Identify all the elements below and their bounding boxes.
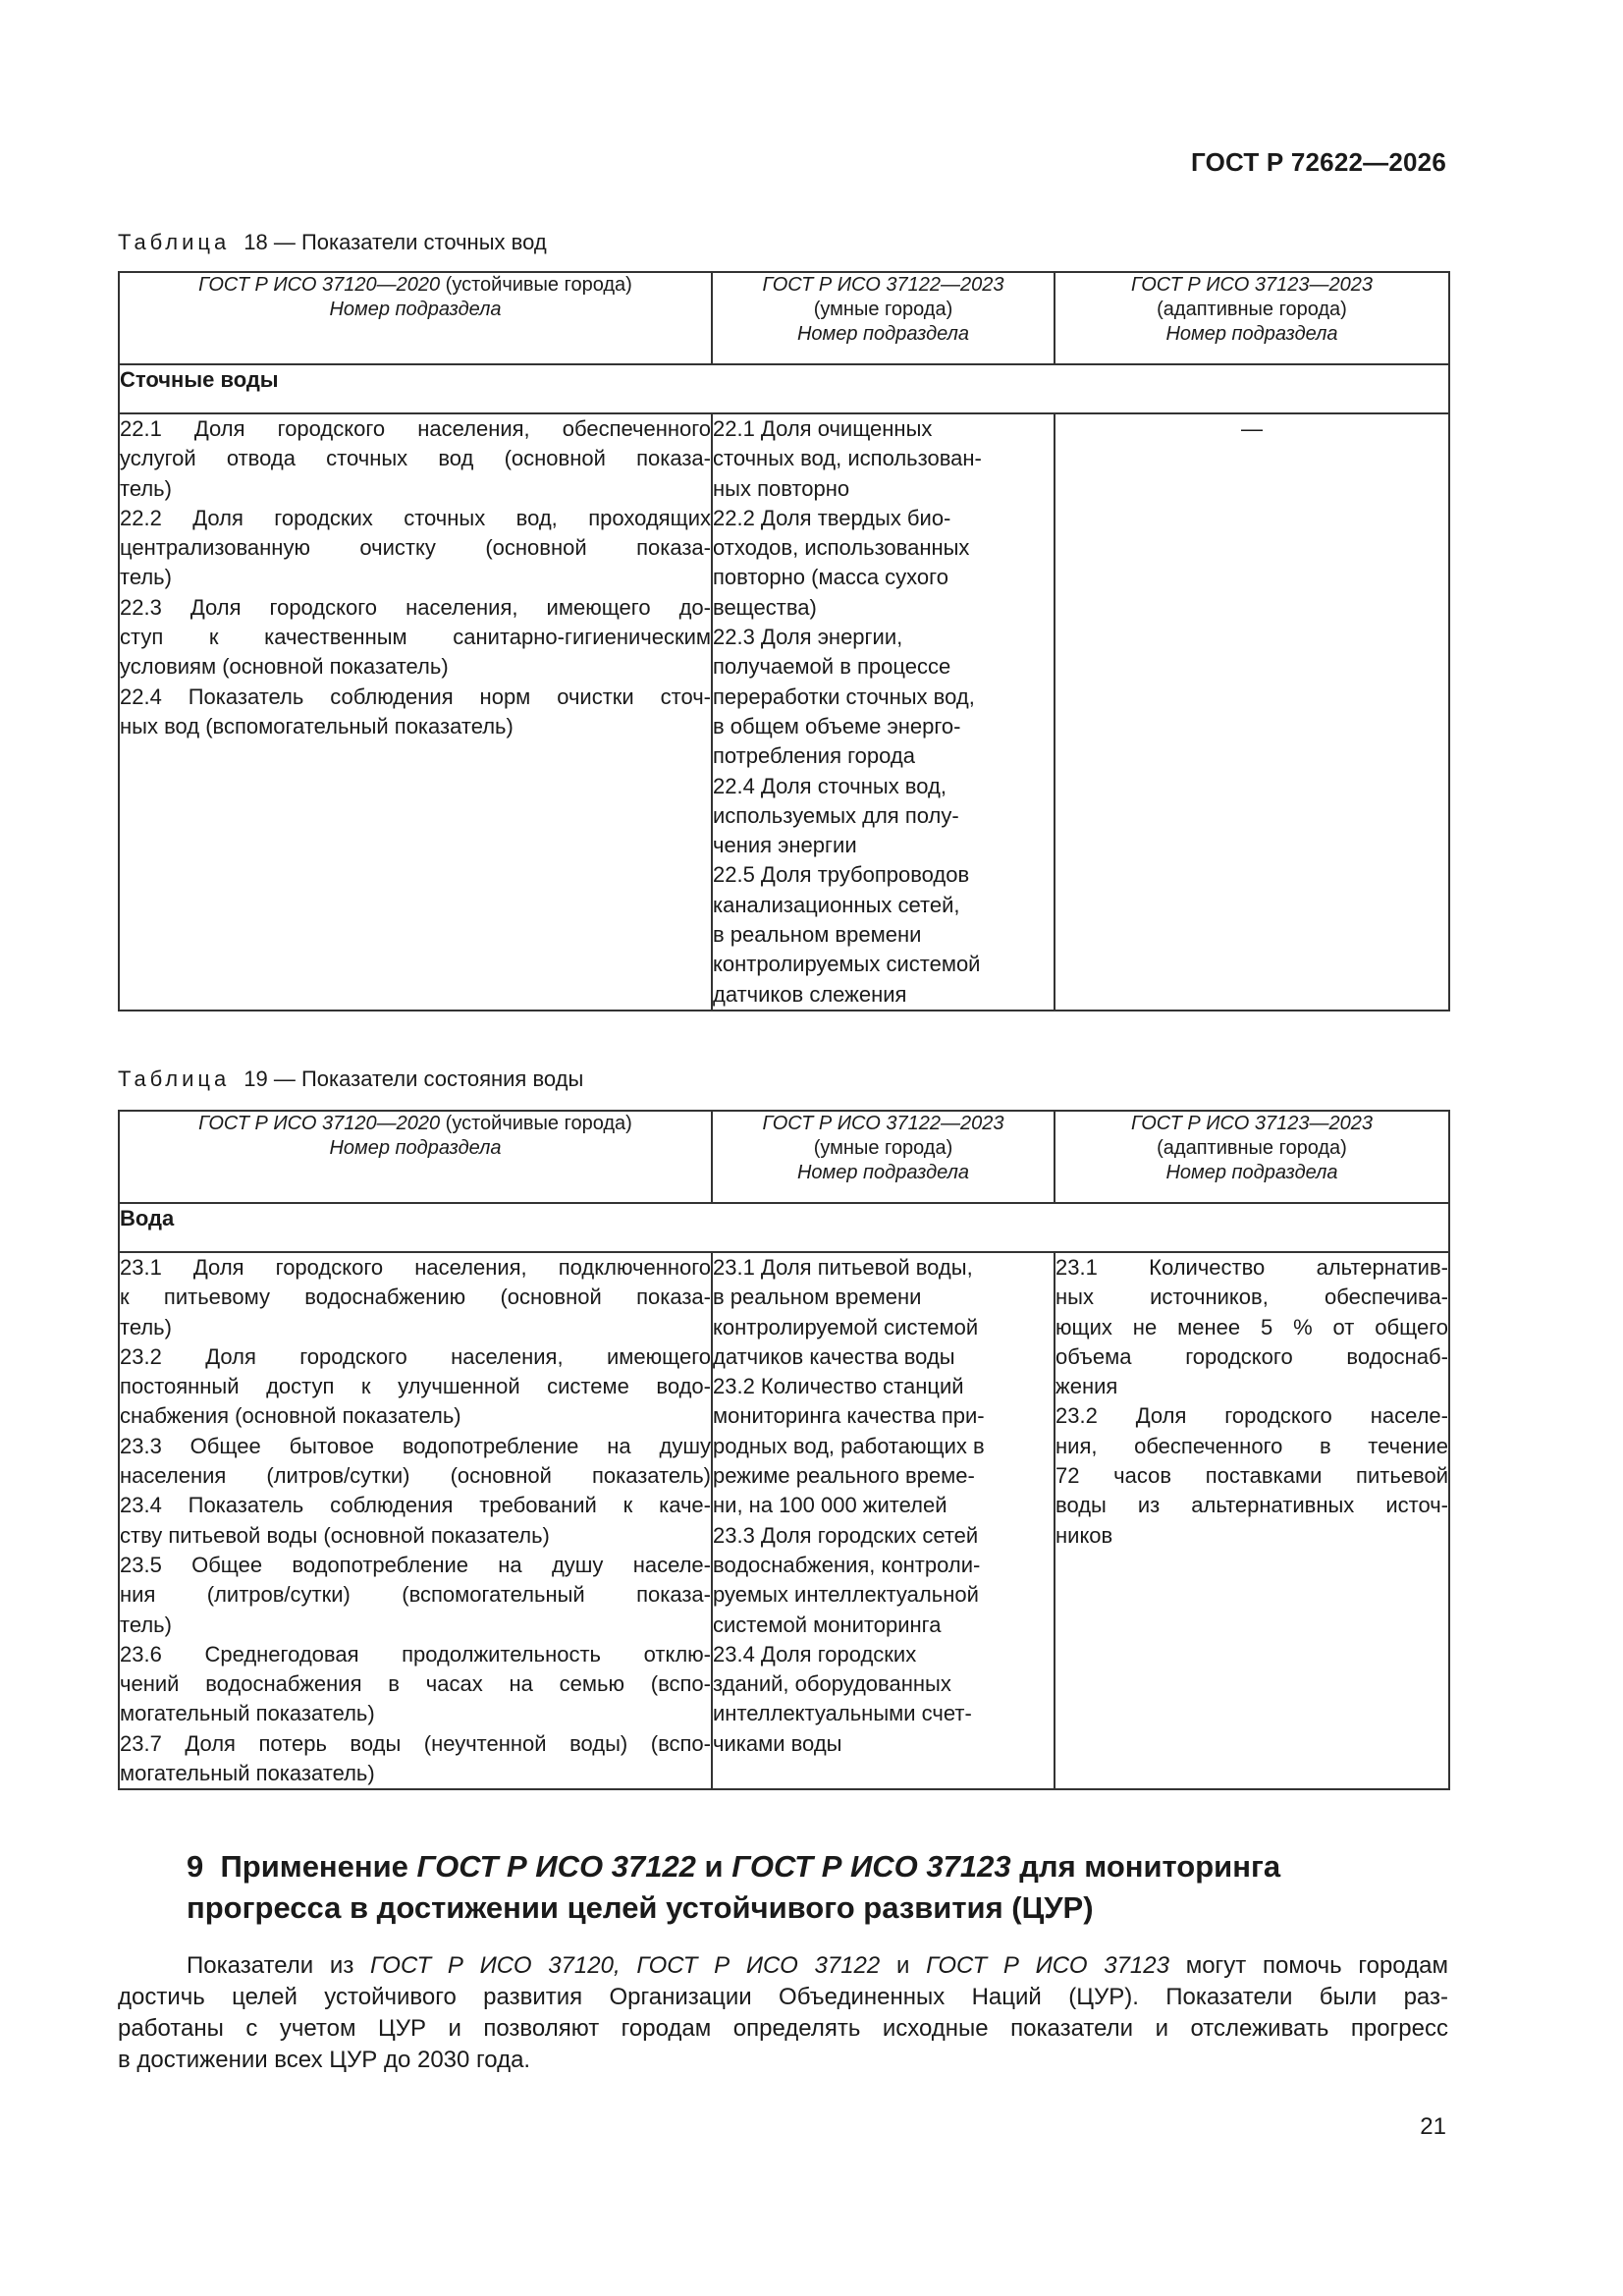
cell-line: ству питьевой воды (основной показатель) — [120, 1522, 550, 1548]
cell-line: ных вод (вспомогательный показатель) — [120, 713, 514, 738]
cell-line: 23.2 Доля городского населе- — [1055, 1403, 1448, 1429]
cell-line: тель) — [120, 1314, 172, 1339]
text-run: и — [880, 1952, 927, 1979]
cell-line: 23.2 Доля городского населения, имеющего — [120, 1343, 711, 1369]
page-number: 21 — [1420, 2113, 1446, 2140]
cell-line: в общем объеме энерго- — [713, 713, 961, 738]
section-title: Вода — [119, 1203, 1449, 1252]
cell-line: датчиков слежения — [713, 981, 907, 1007]
cell-line: системой мониторинга — [713, 1612, 942, 1637]
heading-text: для мониторинга — [1010, 1849, 1281, 1884]
standard-ref: ГОСТ Р ИСО 37120—2020 — [198, 1113, 441, 1134]
table-section-row — [119, 1203, 1449, 1252]
cell-line: условиям (основной показатель) — [120, 654, 449, 680]
cell-line: мониторинга качества при- — [713, 1403, 985, 1429]
cell-line: руемых интеллектуальной — [713, 1582, 979, 1608]
caption-text: 18 — Показатели сточных вод — [243, 230, 547, 254]
cell-line: родных вод, работающих в — [713, 1433, 985, 1458]
table-19 — [118, 1110, 1450, 1790]
cell-line: 22.1 Доля очищенных — [713, 416, 933, 441]
cell-line: 23.3 Доля городских сетей — [713, 1522, 979, 1548]
cell-line: объема городского водоснаб- — [1055, 1343, 1448, 1369]
cell-line: 23.1 Доля городского населения, подключенного — [120, 1255, 711, 1280]
table-18 — [118, 271, 1450, 1011]
column-header-37122 — [712, 1111, 1055, 1203]
cell-line: постоянный доступ к улучшенной системе водо- — [120, 1374, 711, 1399]
standard-kind: (устойчивые города) — [440, 1113, 632, 1134]
table-row — [119, 1252, 1449, 1789]
cell-37123 — [1055, 1252, 1449, 1789]
heading-standard-ref: ГОСТ Р ИСО 37123 — [731, 1849, 1011, 1884]
cell-line: 23.4 Доля городских — [713, 1641, 917, 1667]
cell-line: 23.1 Доля питьевой воды, — [713, 1255, 973, 1280]
cell-line: чений водоснабжения в часах на семью (вспо- — [120, 1671, 711, 1697]
cell-line: 23.4 Показатель соблюдения требований к каче- — [120, 1493, 711, 1518]
text-run: могут помочь городам — [1168, 1952, 1448, 1979]
cell-line: режиме реального време- — [713, 1463, 975, 1489]
cell-line: 23.1 Количество альтернатив- — [1055, 1255, 1448, 1280]
cell-line: тель) — [120, 565, 172, 590]
cell-37123 — [1055, 413, 1449, 1011]
heading-text: и — [695, 1849, 732, 1884]
cell-line: 72 часов поставками питьевой — [1055, 1463, 1448, 1489]
cell-line: тель) — [120, 1612, 172, 1637]
cell-line: ных источников, обеспечива- — [1055, 1285, 1448, 1310]
cell-line: 22.3 Доля городского населения, имеющего до- — [120, 594, 711, 620]
cell-line: контролируемой системой — [713, 1314, 979, 1339]
cell-line: контролируемых системой — [713, 952, 981, 977]
cell-line: снабжения (основной показатель) — [120, 1403, 461, 1429]
paragraph-line: работаны с учетом ЦУР и позволяют городам определять исходные показатели и отслеживать прогресс — [118, 2015, 1448, 2042]
cell-line: тель) — [120, 475, 172, 501]
table-header-row — [119, 272, 1449, 364]
cell-line: датчиков качества воды — [713, 1343, 955, 1369]
standard-ref: ГОСТ Р ИСО 37123—2023 — [1131, 1113, 1373, 1134]
cell-line: к питьевому водоснабжению (основной показа- — [120, 1285, 711, 1310]
cell-line: могательный показатель) — [120, 1701, 375, 1726]
cell-line: 23.5 Общее водопотребление на душу населе- — [120, 1552, 711, 1577]
cell-37122 — [712, 1252, 1055, 1789]
body-paragraph — [118, 1950, 1448, 2076]
cell-line: жения — [1055, 1374, 1118, 1399]
empty-dash: — — [1241, 416, 1263, 441]
standard-ref: ГОСТ Р ИСО 37122—2023 — [762, 1113, 1004, 1134]
cell-line: отходов, использованных — [713, 535, 970, 561]
cell-line: услугой отвода сточных вод (основной показа- — [120, 446, 711, 471]
cell-line: централизованную очистку (основной показа- — [120, 535, 711, 561]
cell-line: ступ к качественным санитарно-гигиеническим — [120, 625, 711, 650]
paragraph-line — [118, 1950, 1448, 1982]
cell-line: могательный показатель) — [120, 1761, 375, 1786]
column-header-37123 — [1055, 272, 1449, 364]
cell-line: зданий, оборудованных — [713, 1671, 951, 1697]
cell-line: 22.4 Доля сточных вод, — [713, 773, 947, 798]
heading-text: прогресса в достижении целей устойчивого развития (ЦУР) — [187, 1890, 1094, 1925]
cell-line: ющих не менее 5 % от общего — [1055, 1314, 1448, 1339]
subsection-label: Номер подраздела — [1165, 323, 1338, 345]
cell-line: 22.3 Доля энергии, — [713, 625, 903, 650]
cell-line: населения (литров/сутки) (основной показатель) — [120, 1463, 711, 1489]
cell-line: 22.2 Доля твердых био- — [713, 505, 951, 530]
column-header-37120 — [119, 272, 712, 364]
cell-line: 23.7 Доля потерь воды (неучтенной воды) (вспо- — [120, 1730, 711, 1756]
standard-ref: ГОСТ Р ИСО 37123 — [926, 1952, 1169, 1979]
cell-line: вещества) — [713, 594, 817, 620]
cell-line: ния, обеспеченного в течение — [1055, 1433, 1448, 1458]
section-title: Сточные воды — [119, 364, 1449, 413]
standard-kind: (адаптивные города) — [1157, 1137, 1347, 1159]
cell-line: интеллектуальными счет- — [713, 1701, 972, 1726]
cell-line: 22.5 Доля трубопроводов — [713, 862, 970, 888]
standard-kind: (умные города) — [813, 299, 953, 320]
cell-line: ных повторно — [713, 475, 850, 501]
cell-line: 23.6 Среднегодовая продолжительность отклю- — [120, 1641, 711, 1667]
standard-kind: (адаптивные города) — [1157, 299, 1347, 320]
caption-text: 19 — Показатели состояния воды — [243, 1066, 584, 1091]
cell-line: чиками воды — [713, 1730, 842, 1756]
column-header-37123 — [1055, 1111, 1449, 1203]
cell-line: в реальном времени — [713, 922, 922, 948]
paragraph-line: достичь целей устойчивого развития Организации Объединенных Наций (ЦУР). Показатели были раз- — [118, 1984, 1448, 2010]
cell-line: 22.2 Доля городских сточных вод, проходящих — [120, 505, 711, 530]
cell-line: чения энергии — [713, 833, 857, 858]
subsection-label: Номер подраздела — [1165, 1162, 1338, 1183]
cell-line: воды из альтернативных источ- — [1055, 1493, 1448, 1518]
column-header-37120 — [119, 1111, 712, 1203]
cell-line: используемых для полу- — [713, 802, 959, 828]
table-19-caption — [118, 1066, 583, 1092]
caption-word: Таблица — [118, 1066, 231, 1091]
table-header-row — [119, 1111, 1449, 1203]
table-18-caption — [118, 230, 547, 255]
cell-line: ников — [1055, 1522, 1113, 1548]
cell-37120 — [119, 1252, 712, 1789]
cell-line: переработки сточных вод, — [713, 683, 975, 709]
standard-ref: ГОСТ Р ИСО 37123—2023 — [1131, 274, 1373, 296]
subsection-label: Номер подраздела — [329, 299, 502, 320]
cell-line: в реальном времени — [713, 1285, 922, 1310]
cell-line: 23.3 Общее бытовое водопотребление на душу — [120, 1433, 711, 1458]
cell-37120 — [119, 413, 712, 1011]
cell-line: потребления города — [713, 743, 915, 769]
table-section-row — [119, 364, 1449, 413]
cell-line: ния (литров/сутки) (вспомогательный показа- — [120, 1582, 711, 1608]
subsection-label: Номер подраздела — [796, 323, 970, 345]
column-header-37122 — [712, 272, 1055, 364]
cell-line: водоснабжения, контроли- — [713, 1552, 981, 1577]
subsection-label: Номер подраздела — [796, 1162, 970, 1183]
cell-37122 — [712, 413, 1055, 1011]
cell-line: 23.2 Количество станций — [713, 1374, 964, 1399]
table-row — [119, 413, 1449, 1011]
standard-kind: (устойчивые города) — [440, 274, 632, 296]
heading-standard-ref: ГОСТ Р ИСО 37122 — [416, 1849, 696, 1884]
standard-ref: ГОСТ Р ИСО 37120—2020 — [198, 274, 441, 296]
cell-line: 22.4 Показатель соблюдения норм очистки сточ- — [120, 683, 711, 709]
cell-line: ни, на 100 000 жителей — [713, 1493, 947, 1518]
standard-ref: ГОСТ Р ИСО 37120, ГОСТ Р ИСО 37122 — [370, 1952, 881, 1979]
cell-line: повторно (масса сухого — [713, 565, 948, 590]
section-heading — [187, 1846, 1280, 1929]
cell-line: 22.1 Доля городского населения, обеспеченного — [120, 416, 711, 441]
subsection-label: Номер подраздела — [329, 1137, 502, 1159]
heading-text: Применение — [220, 1849, 417, 1884]
standard-ref: ГОСТ Р ИСО 37122—2023 — [762, 274, 1004, 296]
caption-word: Таблица — [118, 230, 231, 254]
document-code: ГОСТ Р 72622—2026 — [1191, 147, 1446, 177]
standard-kind: (умные города) — [813, 1137, 953, 1159]
cell-line: сточных вод, использован- — [713, 446, 982, 471]
text-run: Показатели из — [187, 1952, 371, 1979]
cell-line: получаемой в процессе — [713, 654, 951, 680]
section-number: 9 — [187, 1849, 204, 1884]
cell-line: канализационных сетей, — [713, 892, 960, 917]
paragraph-line: в достижении всех ЦУР до 2030 года. — [118, 2047, 531, 2073]
